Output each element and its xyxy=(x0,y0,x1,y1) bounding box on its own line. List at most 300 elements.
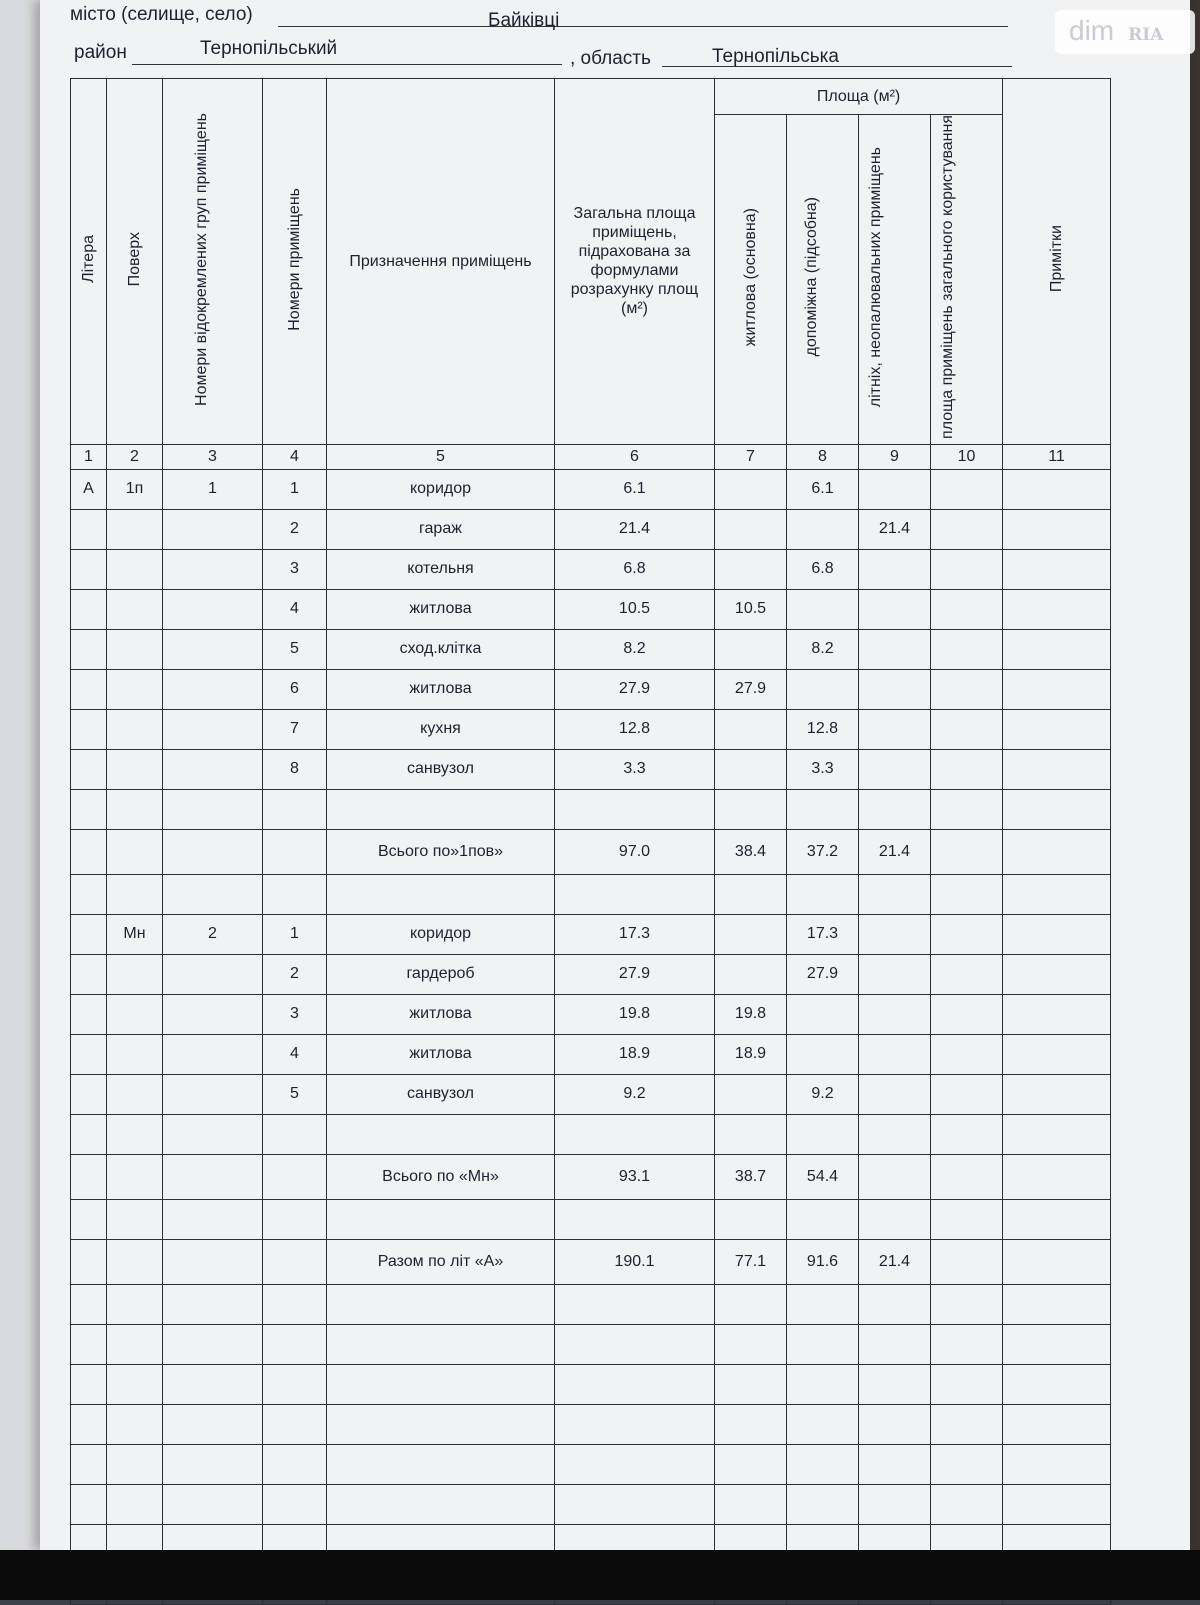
empty-cell xyxy=(787,1444,859,1484)
cell-summer xyxy=(859,749,931,789)
cell-aux: 8.2 xyxy=(787,629,859,669)
empty-cell xyxy=(263,1324,327,1364)
cell-floor xyxy=(107,1074,163,1114)
empty-cell xyxy=(1003,1324,1111,1364)
empty-row xyxy=(71,1484,1111,1524)
header-notes: Примітки xyxy=(1003,79,1111,445)
empty-cell xyxy=(107,1364,163,1404)
city-label: місто (селище, село) xyxy=(70,4,253,25)
cell-room xyxy=(263,874,327,914)
cell-group xyxy=(163,1199,263,1239)
cell-aux: 17.3 xyxy=(787,914,859,954)
cell-total xyxy=(555,1114,715,1154)
empty-cell xyxy=(1003,1404,1111,1444)
empty-cell xyxy=(1003,1484,1111,1524)
table-row xyxy=(71,749,1111,789)
cell-living xyxy=(715,709,787,749)
empty-cell xyxy=(1003,1284,1111,1324)
empty-row xyxy=(71,1404,1111,1444)
cell-common xyxy=(931,469,1003,509)
table-row xyxy=(71,1034,1111,1074)
empty-cell xyxy=(163,1324,263,1364)
cell-total: 9.2 xyxy=(555,1074,715,1114)
empty-cell xyxy=(931,1404,1003,1444)
cell-total: 3.3 xyxy=(555,749,715,789)
cell-common xyxy=(931,629,1003,669)
cell-common xyxy=(931,709,1003,749)
cell-notes xyxy=(1003,709,1111,749)
cell-living xyxy=(715,1114,787,1154)
cell-room: 5 xyxy=(263,629,327,669)
cell-aux xyxy=(787,589,859,629)
cell-floor: Мн xyxy=(107,914,163,954)
cell-group xyxy=(163,669,263,709)
empty-cell xyxy=(555,1484,715,1524)
cell-aux: 37.2 xyxy=(787,829,859,874)
cell-litera: А xyxy=(71,469,107,509)
cell-room xyxy=(263,1199,327,1239)
empty-cell xyxy=(787,1484,859,1524)
header-total-area: Загальна площа приміщень, підрахована за формулами розрахунку площ (м²) xyxy=(555,79,715,445)
empty-cell xyxy=(163,1444,263,1484)
cell-summer xyxy=(859,789,931,829)
cell-room xyxy=(263,829,327,874)
cell-group xyxy=(163,1114,263,1154)
header-groups: Номери відокремлених груп приміщень xyxy=(163,79,263,445)
cell-notes xyxy=(1003,1239,1111,1284)
table-row xyxy=(71,629,1111,669)
cell-floor xyxy=(107,1114,163,1154)
empty-cell xyxy=(859,1404,931,1444)
cell-group xyxy=(163,1034,263,1074)
cell-common xyxy=(931,1199,1003,1239)
cell-group: 1 xyxy=(163,469,263,509)
cell-summer xyxy=(859,994,931,1034)
cell-common xyxy=(931,749,1003,789)
cell-litera xyxy=(71,749,107,789)
empty-row xyxy=(71,1364,1111,1404)
cell-aux xyxy=(787,789,859,829)
cell-summer xyxy=(859,1034,931,1074)
cell-total xyxy=(555,789,715,829)
cell-floor xyxy=(107,669,163,709)
cell-aux: 3.3 xyxy=(787,749,859,789)
cell-living: 18.9 xyxy=(715,1034,787,1074)
cell-living xyxy=(715,954,787,994)
room-register-table xyxy=(70,78,1111,1605)
table-row xyxy=(71,509,1111,549)
table-row xyxy=(71,1239,1111,1284)
cell-living xyxy=(715,789,787,829)
cell-common xyxy=(931,1074,1003,1114)
empty-cell xyxy=(555,1444,715,1484)
empty-cell xyxy=(787,1284,859,1324)
cell-purpose: Всього по»1пов» xyxy=(327,829,555,874)
cell-aux: 27.9 xyxy=(787,954,859,994)
col-num-10: 10 xyxy=(931,444,1003,469)
empty-cell xyxy=(715,1484,787,1524)
cell-total xyxy=(555,1199,715,1239)
cell-summer: 21.4 xyxy=(859,829,931,874)
cell-group xyxy=(163,954,263,994)
table-row xyxy=(71,589,1111,629)
empty-cell xyxy=(931,1484,1003,1524)
district-value: Тернопільський xyxy=(200,38,338,59)
cell-litera xyxy=(71,1199,107,1239)
cell-notes xyxy=(1003,669,1111,709)
watermark-ria: RIA xyxy=(1128,25,1164,45)
cell-common xyxy=(931,1034,1003,1074)
cell-living: 27.9 xyxy=(715,669,787,709)
cell-aux xyxy=(787,1199,859,1239)
cell-room: 1 xyxy=(263,914,327,954)
empty-cell xyxy=(327,1484,555,1524)
table-row xyxy=(71,1199,1111,1239)
cell-notes xyxy=(1003,1199,1111,1239)
cell-common xyxy=(931,994,1003,1034)
cell-aux xyxy=(787,1034,859,1074)
region-label: , область xyxy=(570,48,651,69)
empty-cell xyxy=(555,1284,715,1324)
cell-group xyxy=(163,789,263,829)
cell-living xyxy=(715,549,787,589)
cell-living xyxy=(715,914,787,954)
empty-cell xyxy=(787,1364,859,1404)
cell-total: 21.4 xyxy=(555,509,715,549)
col-num-3: 3 xyxy=(163,444,263,469)
empty-cell xyxy=(71,1284,107,1324)
empty-cell xyxy=(71,1364,107,1404)
cell-room: 5 xyxy=(263,1074,327,1114)
empty-cell xyxy=(859,1324,931,1364)
empty-cell xyxy=(163,1404,263,1444)
header-living: житлова (основна) xyxy=(715,115,787,445)
cell-purpose: житлова xyxy=(327,994,555,1034)
cell-group xyxy=(163,1154,263,1199)
cell-purpose: житлова xyxy=(327,589,555,629)
cell-litera xyxy=(71,829,107,874)
table-row xyxy=(71,549,1111,589)
header-summer: літніх, неопалювальних приміщень xyxy=(859,115,931,445)
cell-living xyxy=(715,509,787,549)
empty-cell xyxy=(715,1284,787,1324)
empty-cell xyxy=(1003,1444,1111,1484)
cell-summer xyxy=(859,954,931,994)
table-row xyxy=(71,954,1111,994)
cell-litera xyxy=(71,954,107,994)
cell-common xyxy=(931,549,1003,589)
watermark-brand: dim xyxy=(1069,15,1115,46)
cell-notes xyxy=(1003,749,1111,789)
cell-common xyxy=(931,954,1003,994)
col-num-9: 9 xyxy=(859,444,931,469)
cell-total: 10.5 xyxy=(555,589,715,629)
city-value: Байківці xyxy=(488,10,560,31)
cell-room xyxy=(263,1154,327,1199)
cell-living xyxy=(715,1074,787,1114)
cell-living xyxy=(715,1199,787,1239)
cell-aux xyxy=(787,509,859,549)
cell-group xyxy=(163,1239,263,1284)
cell-common xyxy=(931,1239,1003,1284)
cell-summer xyxy=(859,914,931,954)
cell-notes xyxy=(1003,629,1111,669)
cell-floor xyxy=(107,749,163,789)
cell-notes xyxy=(1003,1154,1111,1199)
cell-total xyxy=(555,874,715,914)
cell-total: 27.9 xyxy=(555,669,715,709)
header-rooms: Номери приміщень xyxy=(263,79,327,445)
cell-floor xyxy=(107,994,163,1034)
cell-notes xyxy=(1003,469,1111,509)
empty-cell xyxy=(263,1364,327,1404)
empty-cell xyxy=(931,1364,1003,1404)
cell-purpose: санвузол xyxy=(327,749,555,789)
cell-aux xyxy=(787,669,859,709)
cell-living: 10.5 xyxy=(715,589,787,629)
empty-cell xyxy=(859,1484,931,1524)
table-row xyxy=(71,669,1111,709)
cell-notes xyxy=(1003,589,1111,629)
cell-room: 1 xyxy=(263,469,327,509)
table-row xyxy=(71,1114,1111,1154)
cell-living xyxy=(715,469,787,509)
table-row xyxy=(71,829,1111,874)
cell-total: 27.9 xyxy=(555,954,715,994)
cell-aux: 6.8 xyxy=(787,549,859,589)
cell-litera xyxy=(71,789,107,829)
cell-purpose: житлова xyxy=(327,1034,555,1074)
cell-total: 93.1 xyxy=(555,1154,715,1199)
cell-summer xyxy=(859,1154,931,1199)
cell-total: 97.0 xyxy=(555,829,715,874)
empty-cell xyxy=(555,1364,715,1404)
cell-summer xyxy=(859,629,931,669)
header-area-group: Площа (м²) xyxy=(715,79,1003,115)
document-sheet xyxy=(40,0,1190,1550)
cell-total: 18.9 xyxy=(555,1034,715,1074)
cell-group xyxy=(163,874,263,914)
cell-aux: 9.2 xyxy=(787,1074,859,1114)
cell-aux xyxy=(787,1114,859,1154)
cell-common xyxy=(931,1114,1003,1154)
cell-floor xyxy=(107,1199,163,1239)
cell-group xyxy=(163,589,263,629)
cell-living xyxy=(715,629,787,669)
empty-cell xyxy=(263,1284,327,1324)
empty-cell xyxy=(263,1484,327,1524)
cell-floor: 1п xyxy=(107,469,163,509)
cell-summer: 21.4 xyxy=(859,509,931,549)
table-row xyxy=(71,914,1111,954)
cell-litera xyxy=(71,549,107,589)
table-row xyxy=(71,1074,1111,1114)
empty-cell xyxy=(163,1364,263,1404)
empty-cell xyxy=(1003,1364,1111,1404)
empty-row xyxy=(71,1444,1111,1484)
col-num-5: 5 xyxy=(327,444,555,469)
cell-living: 77.1 xyxy=(715,1239,787,1284)
empty-cell xyxy=(71,1324,107,1364)
empty-cell xyxy=(71,1444,107,1484)
table-row xyxy=(71,1154,1111,1199)
cell-floor xyxy=(107,874,163,914)
cell-notes xyxy=(1003,994,1111,1034)
empty-cell xyxy=(715,1404,787,1444)
cell-notes xyxy=(1003,1114,1111,1154)
cell-summer xyxy=(859,874,931,914)
cell-room: 8 xyxy=(263,749,327,789)
cell-notes xyxy=(1003,829,1111,874)
empty-cell xyxy=(71,1484,107,1524)
empty-cell xyxy=(107,1324,163,1364)
cell-litera xyxy=(71,874,107,914)
col-num-4: 4 xyxy=(263,444,327,469)
cell-notes xyxy=(1003,954,1111,994)
cell-common xyxy=(931,829,1003,874)
header-litera: Літера xyxy=(71,79,107,445)
table-body xyxy=(71,469,1111,1604)
cell-litera xyxy=(71,1154,107,1199)
cell-floor xyxy=(107,1239,163,1284)
cell-purpose: коридор xyxy=(327,469,555,509)
empty-cell xyxy=(555,1324,715,1364)
cell-purpose xyxy=(327,789,555,829)
city-underline xyxy=(278,26,1008,27)
empty-cell xyxy=(787,1324,859,1364)
cell-purpose: санвузол xyxy=(327,1074,555,1114)
cell-purpose xyxy=(327,874,555,914)
cell-common xyxy=(931,874,1003,914)
cell-living: 38.7 xyxy=(715,1154,787,1199)
cell-summer xyxy=(859,669,931,709)
cell-floor xyxy=(107,1034,163,1074)
cell-litera xyxy=(71,1074,107,1114)
empty-cell xyxy=(263,1444,327,1484)
cell-notes xyxy=(1003,509,1111,549)
cell-notes xyxy=(1003,1074,1111,1114)
cell-summer xyxy=(859,1074,931,1114)
empty-cell xyxy=(859,1284,931,1324)
cell-room xyxy=(263,1114,327,1154)
empty-cell xyxy=(107,1284,163,1324)
cell-room: 3 xyxy=(263,994,327,1034)
table-row xyxy=(71,874,1111,914)
cell-floor xyxy=(107,829,163,874)
cell-floor xyxy=(107,629,163,669)
empty-cell xyxy=(715,1324,787,1364)
cell-common xyxy=(931,1154,1003,1199)
cell-purpose: житлова xyxy=(327,669,555,709)
cell-litera xyxy=(71,709,107,749)
cell-group xyxy=(163,709,263,749)
cell-group xyxy=(163,629,263,669)
cell-group xyxy=(163,749,263,789)
cell-summer: 21.4 xyxy=(859,1239,931,1284)
cell-living: 38.4 xyxy=(715,829,787,874)
cell-floor xyxy=(107,789,163,829)
cell-purpose: гардероб xyxy=(327,954,555,994)
cell-common xyxy=(931,789,1003,829)
cell-aux: 91.6 xyxy=(787,1239,859,1284)
cell-room xyxy=(263,789,327,829)
district-underline xyxy=(132,64,562,65)
adjacent-page xyxy=(0,0,41,1550)
cell-aux xyxy=(787,874,859,914)
cell-group xyxy=(163,829,263,874)
cell-group xyxy=(163,549,263,589)
cell-summer xyxy=(859,589,931,629)
cell-group xyxy=(163,509,263,549)
cell-summer xyxy=(859,709,931,749)
empty-cell xyxy=(859,1364,931,1404)
col-num-8: 8 xyxy=(787,444,859,469)
cell-total: 190.1 xyxy=(555,1239,715,1284)
cell-summer xyxy=(859,1199,931,1239)
cell-group: 2 xyxy=(163,914,263,954)
empty-row xyxy=(71,1284,1111,1324)
empty-cell xyxy=(163,1284,263,1324)
cell-common xyxy=(931,914,1003,954)
cell-common xyxy=(931,509,1003,549)
cell-purpose: коридор xyxy=(327,914,555,954)
cell-litera xyxy=(71,994,107,1034)
table-row xyxy=(71,994,1111,1034)
cell-purpose: котельня xyxy=(327,549,555,589)
empty-cell xyxy=(931,1324,1003,1364)
cell-total: 8.2 xyxy=(555,629,715,669)
cell-notes xyxy=(1003,549,1111,589)
empty-cell xyxy=(931,1284,1003,1324)
cell-litera xyxy=(71,629,107,669)
bottom-background xyxy=(0,1550,1200,1600)
empty-cell xyxy=(71,1404,107,1444)
cell-floor xyxy=(107,709,163,749)
empty-cell xyxy=(327,1284,555,1324)
col-num-6: 6 xyxy=(555,444,715,469)
empty-cell xyxy=(555,1404,715,1444)
empty-cell xyxy=(107,1484,163,1524)
cell-purpose xyxy=(327,1114,555,1154)
cell-floor xyxy=(107,954,163,994)
watermark-logo xyxy=(1055,10,1195,54)
cell-notes xyxy=(1003,914,1111,954)
empty-cell xyxy=(859,1444,931,1484)
cell-total: 6.1 xyxy=(555,469,715,509)
cell-purpose: Разом по літ «А» xyxy=(327,1239,555,1284)
cell-litera xyxy=(71,509,107,549)
cell-living xyxy=(715,749,787,789)
cell-litera xyxy=(71,1239,107,1284)
cell-room: 4 xyxy=(263,1034,327,1074)
cell-notes xyxy=(1003,1034,1111,1074)
cell-total: 19.8 xyxy=(555,994,715,1034)
cell-group xyxy=(163,994,263,1034)
empty-cell xyxy=(163,1484,263,1524)
cell-litera xyxy=(71,1034,107,1074)
cell-notes xyxy=(1003,874,1111,914)
cell-notes xyxy=(1003,789,1111,829)
cell-litera xyxy=(71,914,107,954)
cell-room: 4 xyxy=(263,589,327,629)
cell-total: 12.8 xyxy=(555,709,715,749)
empty-cell xyxy=(715,1444,787,1484)
table-row xyxy=(71,709,1111,749)
empty-cell xyxy=(327,1324,555,1364)
empty-cell xyxy=(327,1444,555,1484)
cell-aux: 54.4 xyxy=(787,1154,859,1199)
cell-litera xyxy=(71,589,107,629)
